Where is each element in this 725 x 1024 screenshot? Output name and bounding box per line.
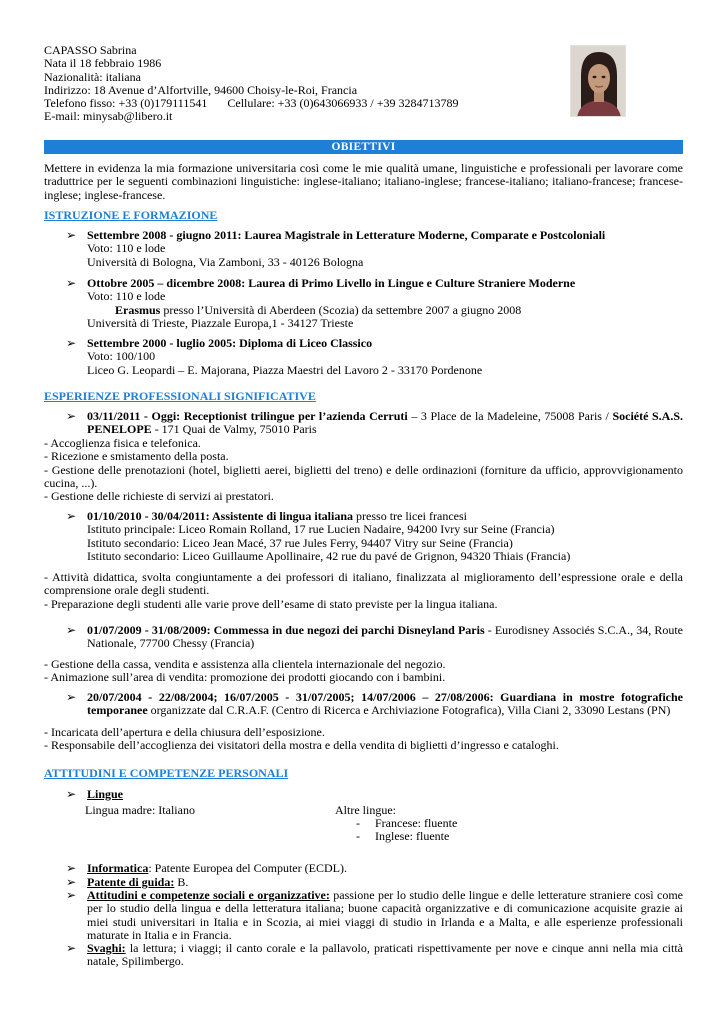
dash: -: [356, 816, 360, 830]
task-line: - Gestione delle richieste di servizi ai prestatori.: [44, 489, 274, 504]
task-line: - Accoglienza fisica e telefonica.: [44, 436, 201, 450]
full-name: CAPASSO Sabrina: [44, 43, 137, 57]
education-item: [66, 277, 683, 330]
phone-row: [44, 97, 564, 110]
education-heading: Settembre 2000 - luglio 2005: Diploma di Liceo Classico: [87, 336, 373, 350]
birth-date: Nata il 18 febbraio 1986: [44, 56, 162, 71]
job-location: presso tre licei francesi: [353, 509, 467, 523]
job-location: – 3 Place de la Madeleine, 75008 Paris /: [407, 409, 613, 423]
mother-tongue: Lingua madre: Italiano: [85, 803, 195, 817]
school-line: Istituto principale: Liceo Romain Rolland, 17 rue Lucien Nadaire, 94200 Ivry sur Seine (Francia): [87, 522, 555, 537]
language-row: [356, 830, 449, 843]
job-item: [66, 691, 683, 718]
job-heading: [87, 624, 683, 651]
it-item: [66, 862, 683, 875]
task-line: - Attività didattica, svolta congiuntamente a dei professori di italiano, finalizzata al miglioramento dell’espressione orale e della comprensione orale degli studenti.: [44, 570, 683, 598]
task-line: - Gestione della cassa, vendita e assistenza alla clientela internazionale del negozio.: [44, 657, 446, 671]
erasmus-label: Erasmus: [115, 302, 161, 317]
job-item: [66, 624, 683, 651]
language-level: Inglese: fluente: [375, 829, 450, 843]
bullet-arrow-icon: ➢: [66, 861, 77, 875]
school-line: Istituto secondario: Liceo Jean Macé, 37 rue Jules Ferry, 94407 Vitry sur Seine (Francia): [87, 535, 513, 550]
social-label: Attitudini e competenze sociali e organizzative:: [87, 888, 330, 902]
languages-label: Lingue: [87, 787, 124, 801]
portrait-image: [571, 46, 626, 117]
job-tasks: [44, 658, 683, 685]
license-text: B.: [174, 875, 189, 889]
task-line: - Responsabile dell’accoglienza dei visitatori della mostra e della vendita di biglietti d’ingresso e cataloghi.: [44, 738, 559, 753]
education-place: Liceo G. Leopardi – E. Majorana, Piazza Maestri del Lavoro 2 - 33170 Pordenone: [87, 362, 483, 377]
bullet-arrow-icon: ➢: [66, 941, 77, 955]
education-place: Università di Bologna, Via Zamboni, 33 - 40126 Bologna: [87, 254, 364, 269]
it-text: : Patente Europea del Computer (ECDL).: [148, 861, 347, 875]
task-line: - Preparazione degli studenti alle varie prove dell’esame di stato previste per la lingua italiana.: [44, 596, 498, 611]
language-level: Francese: fluente: [375, 816, 458, 830]
job-location: organizzate dal C.R.A.F. (Centro di Ricerca e Archiviazione Fotografica), Villa Ciani 2, 33090 Lestans (PN): [147, 703, 671, 718]
job-company: Société S.A.S. PENELOPE: [87, 409, 684, 437]
education-grade: Voto: 100/100: [87, 349, 156, 364]
job-item: [66, 410, 683, 437]
languages-item: [66, 788, 683, 801]
bullet-arrow-icon: ➢: [66, 623, 77, 637]
erasmus-text: presso l’Università di Aberdeen (Scozia) da settembre 2007 a giugno 2008: [160, 302, 522, 317]
bullet-arrow-icon: ➢: [66, 228, 77, 242]
bullet-arrow-icon: ➢: [66, 509, 77, 523]
mobile: Cellulare: +33 (0)643066933 / +39 3284713789: [227, 96, 459, 111]
bullet-arrow-icon: ➢: [66, 875, 77, 889]
bullet-arrow-icon: ➢: [66, 690, 77, 704]
license-label: Patente di guida:: [87, 875, 175, 889]
education-grade: Voto: 110 e lode: [87, 289, 166, 304]
job-tasks: [44, 726, 683, 753]
landline: Telefono fisso: +33 (0)179111541: [44, 96, 208, 111]
social-skills-item: [66, 889, 683, 942]
job-title: 01/07/2009 - 31/08/2009: Commessa in due negozi dei parchi Disneyland Paris: [87, 623, 485, 637]
job-heading: [87, 410, 683, 437]
bullet-arrow-icon: ➢: [66, 888, 77, 902]
education-item: [66, 229, 683, 269]
bullet-arrow-icon: ➢: [66, 276, 77, 290]
education-heading: Settembre 2008 - giugno 2011: Laurea Magistrale in Letterature Moderne, Comparate e Postcoloniali: [87, 228, 606, 242]
hobby-text: la lettura; i viaggi; il canto corale e la pallavolo, praticati rispettivamente per nove e cinque anni nella mia città natale, Spilimbergo.: [87, 941, 683, 969]
email: E-mail: minysab@libero.it: [44, 109, 173, 124]
skills-title: ATTITUDINI E COMPETENZE PERSONALI: [44, 766, 289, 780]
education-item: [66, 337, 683, 377]
education-heading: Ottobre 2005 – dicembre 2008: Laurea di Primo Livello in Lingue e Culture Straniere Moderne: [87, 276, 576, 290]
other-languages-label: Altre lingue:: [335, 803, 396, 817]
erasmus-line: [115, 304, 683, 317]
task-line: - Gestione delle prenotazioni (hotel, biglietti aerei, biglietti del treno) e delle ordinazioni (forniture da ufficio, approvvigionamento cucina, ...).: [44, 462, 683, 490]
bullet-arrow-icon: ➢: [66, 787, 77, 801]
job-heading: [87, 510, 683, 563]
task-line: - Ricezione e smistamento della posta.: [44, 449, 229, 464]
hobbies-item: [66, 942, 683, 969]
address: Indirizzo: 18 Avenue d’Alfortville, 94600 Choisy-le-Roi, Francia: [44, 82, 358, 97]
job-heading: [87, 691, 683, 718]
social-text: passione per lo studio delle lingue e delle letterature straniere così come per lo studio della lingua e della letteratura italiana; buone capacità organizzative e di comunicazione acquisite grazie ai miei studi universitari in Italia e in Scozia, ai miei viaggi di studio in Irlanda e a Malta, e alle esperienze professionali maturate in Italia e in Francia.: [87, 888, 683, 942]
personal-info: [44, 44, 564, 124]
school-line: Istituto secondario: Liceo Guillaume Apollinaire, 42 rue du pavé de Grignon, 94320 Thiais (Francia): [87, 548, 571, 563]
education-title: ISTRUZIONE E FORMAZIONE: [44, 208, 218, 222]
profile-photo: [570, 45, 626, 117]
job-title: 01/10/2010 - 30/04/2011: Assistente di lingua italiana: [87, 509, 354, 523]
job-company-address: - 171 Quai de Valmy, 75010 Paris: [151, 422, 317, 437]
job-title: 20/07/2004 - 22/08/2004; 16/07/2005 - 31/07/2005; 14/07/2006 – 27/08/2006: Guardiana in mostre fotografiche temporanee: [87, 690, 683, 718]
job-location: - Eurodisney Associés S.C.A., 34, Route Nationale, 77700 Chessy (Francia): [87, 623, 683, 651]
job-item: [66, 510, 683, 563]
task-line: - Animazione sull’area di vendita: promozione dei prodotti giocando con i bambini.: [44, 670, 446, 685]
objectives-header: OBIETTIVI: [44, 140, 683, 154]
education-grade: Voto: 110 e lode: [87, 241, 166, 256]
job-tasks: [44, 571, 683, 611]
nationality: Nazionalità: italiana: [44, 69, 141, 84]
dash: -: [356, 829, 360, 843]
education-place: Università di Trieste, Piazzale Europa,1 - 34127 Trieste: [87, 315, 354, 330]
bullet-arrow-icon: ➢: [66, 409, 77, 423]
objectives-text: Mettere in evidenza la mia formazione universitaria così come le mie qualità umane, linguistiche e professionali per lavorare come traduttrice per le seguenti combinazioni linguistiche: inglese-italiano; italiano-inglese; francese-italiano; italiano-francese; francese-inglese; inglese-francese.: [44, 161, 683, 202]
job-tasks: [44, 437, 683, 503]
job-title: 03/11/2011 - Oggi: Receptionist trilingue per l’azienda Cerruti: [87, 409, 408, 423]
task-line: - Incaricata dell’apertura e della chiusura dell’esposizione.: [44, 725, 325, 739]
it-label: Informatica: [87, 861, 149, 875]
hobby-label: Svaghi:: [87, 941, 126, 955]
bullet-arrow-icon: ➢: [66, 336, 77, 350]
experience-title: ESPERIENZE PROFESSIONALI SIGNIFICATIVE: [44, 389, 316, 403]
